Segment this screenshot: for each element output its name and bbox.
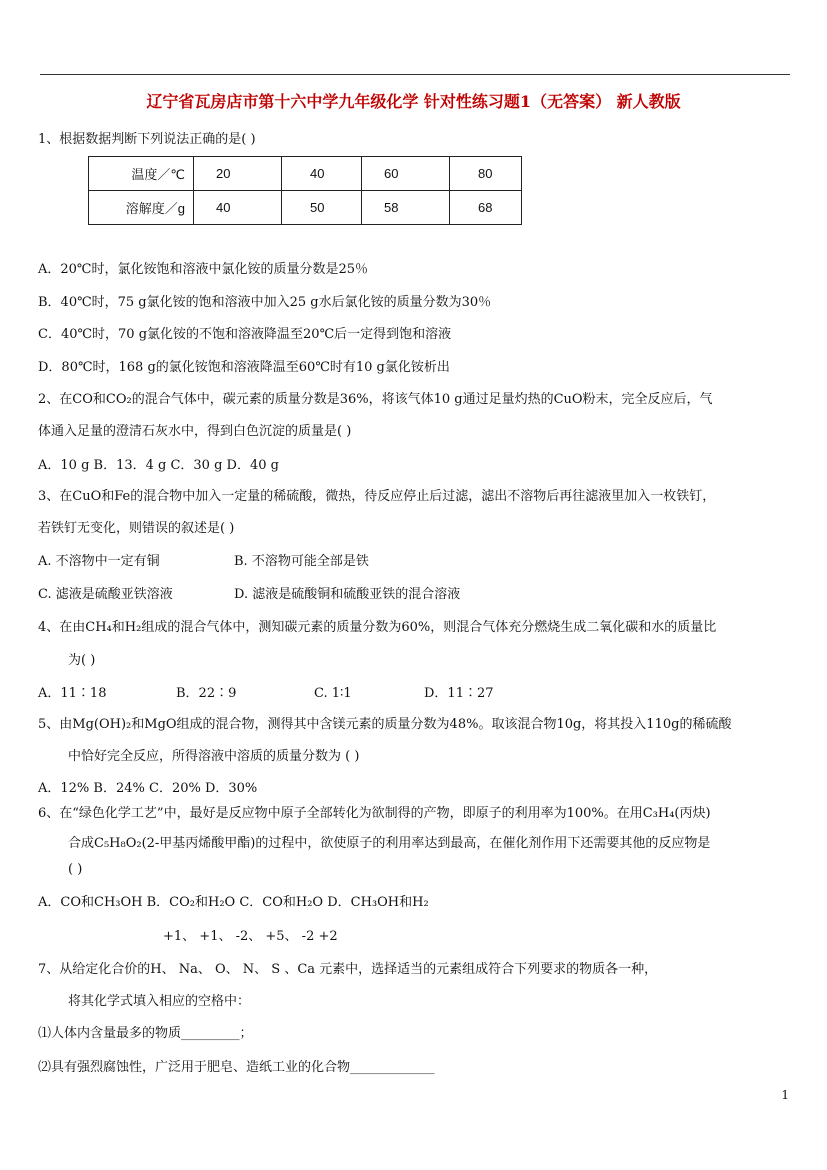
table-row <box>89 191 522 225</box>
table-row <box>89 157 522 191</box>
page-title: 辽宁省瓦房店市第十六中学九年级化学 针对性练习题1（无答案） 新人教版 <box>146 92 681 111</box>
q1-stem: 1、根据数据判断下列说法正确的是( ) <box>38 132 256 147</box>
q4-stem-line1: 4、在由CH₄和H₂组成的混合气体中，测知碳元素的质量分数为60%，则混合气体充分燃烧生成二氧化碳和水的质量比 <box>38 620 717 635</box>
q4-options <box>38 682 494 701</box>
q3-stem-line2: 若铁钉无变化，则错误的叙述是( ) <box>38 521 235 536</box>
q1-option-c: C．40℃时，70 g氯化铵的不饱和溶液降温至20℃后一定得到饱和溶液 <box>38 327 452 342</box>
q4-stem-line2: 为( ) <box>68 653 96 668</box>
q1-option-d: D．80℃时，168 g的氯化铵饱和溶液降温至60℃时有10 g氯化铵析出 <box>38 360 450 375</box>
table-cell: 50 <box>282 191 362 225</box>
q2-options: A．10 g B．13．4 g C．30 g D．40 g <box>38 458 279 473</box>
q6-options: A．CO和CH₃OH B．CO₂和H₂O C．CO和H₂O D．CH₃OH和H₂ <box>38 895 429 910</box>
q4-option-d: D．11∶27 <box>424 686 494 701</box>
table-cell: 溶解度／g <box>89 191 194 225</box>
table-cell: 80 <box>450 157 522 191</box>
q3-option-a: A. 不溶物中一定有铜 <box>38 554 160 569</box>
table-cell: 40 <box>282 157 362 191</box>
q6-stem-line3: ( ) <box>68 862 83 877</box>
q5-stem-line1: 5、由Mg(OH)₂和MgO组成的混合物，测得其中含镁元素的质量分数为48%。取该混合物10g，将其投入110g的稀硫酸 <box>38 717 732 732</box>
q2-stem-line2: 体通入足量的澄清石灰水中，得到白色沉淀的质量是( ) <box>38 424 352 439</box>
q5-stem-line2: 中恰好完全反应，所得溶液中溶质的质量分数为 ( ) <box>68 749 360 764</box>
table-cell: 20 <box>194 157 282 191</box>
q3-option-b: B. 不溶物可能全部是铁 <box>234 554 369 569</box>
table-cell: 58 <box>362 191 450 225</box>
q3-option-c: C. 滤液是硫酸亚铁溶液 <box>38 587 173 602</box>
q6-stem-line1: 6、在“绿色化学工艺”中，最好是反应物中原子全部转化为欲制得的产物，即原子的利用率为100%。在用C₃H₄(丙炔) <box>38 806 711 821</box>
q7-sub2: ⑵具有强烈腐蚀性，广泛用于肥皂、造纸工业的化合物_____________ <box>38 1060 435 1075</box>
q3-options-row2 <box>38 583 460 602</box>
table-cell: 温度／℃ <box>89 157 194 191</box>
q5-options: A．12% B．24% C．20% D．30% <box>38 781 258 796</box>
q1-option-b: B．40℃时，75 g氯化铵的饱和溶液中加入25 g水后氯化铵的质量分数为30％ <box>38 295 492 310</box>
q2-stem-line1: 2、在CO和CO₂的混合气体中，碳元素的质量分数是36%，将该气体10 g通过足量灼热的CuO粉末，完全反应后，气 <box>38 392 713 407</box>
page-number: 1 <box>781 1088 789 1102</box>
q1-option-a: A．20℃时，氯化铵饱和溶液中氯化铵的质量分数是25％ <box>38 262 369 277</box>
q6-stem-line2: 合成C₅H₈O₂(2-甲基丙烯酸甲酯)的过程中，欲使原子的利用率达到最高，在催化剂作用下还需要其他的反应物是 <box>68 836 711 851</box>
table-cell: 60 <box>362 157 450 191</box>
table-cell: 40 <box>194 191 282 225</box>
table-cell: 68 <box>450 191 522 225</box>
q4-option-b: B．22∶9 <box>176 686 237 701</box>
solubility-table <box>88 156 522 225</box>
q3-option-d: D. 滤液是硫酸铜和硫酸亚铁的混合溶液 <box>234 587 461 602</box>
q7-stem-line1: 7、从给定化合价的H、 Na、 O、 N、 S 、Ca 元素中，选择适当的元素组成符合下列要求的物质各一种， <box>38 962 658 977</box>
q3-stem-line1: 3、在CuO和Fe的混合物中加入一定量的稀硫酸，微热，待反应停止后过滤，滤出不溶物后再往滤液里加入一枚铁钉， <box>38 489 716 504</box>
q7-valences: +1、 +1、 -2、 +5、 -2 +2 <box>163 929 338 944</box>
q7-sub1: ⑴人体内含量最多的物质_________； <box>38 1026 253 1041</box>
q4-option-a: A．11∶18 <box>38 686 107 701</box>
q4-option-c: C. 1∶1 <box>314 686 352 701</box>
q3-options-row1 <box>38 550 369 569</box>
q7-stem-line2: 将其化学式填入相应的空格中： <box>68 994 251 1009</box>
header-rule <box>40 74 790 75</box>
